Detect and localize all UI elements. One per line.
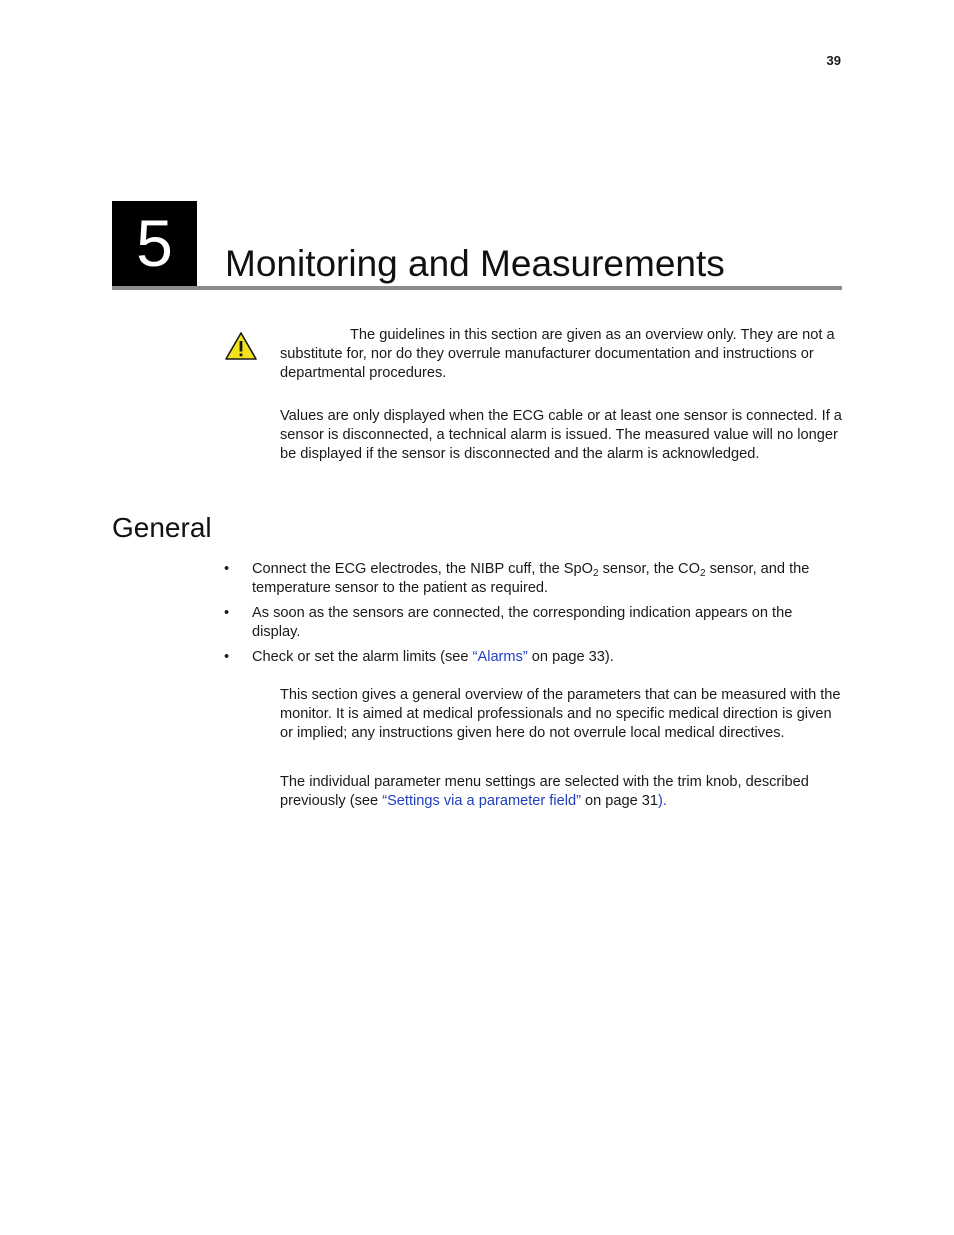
- warning-triangle-icon: [224, 331, 258, 361]
- bullet-dot: •: [224, 561, 230, 577]
- alarms-link[interactable]: “Alarms”: [472, 649, 528, 665]
- note-text: Values are only displayed when the ECG cable or at least one sensor is connected. If a sensor is disconnected, a technical alarm is issued. The measured value will no longer be displayed if the sensor is disconnected and the alarm is acknowledged.: [280, 408, 842, 462]
- bullet-dot: •: [224, 649, 230, 665]
- page-number: 39: [826, 53, 841, 68]
- settings-link[interactable]: “Settings via a parameter field”: [382, 793, 581, 809]
- warning-text: [280, 326, 842, 383]
- list-item: • Check or set the alarm limits (see “Alarms” on page 33).: [224, 649, 614, 665]
- warning-body: The guidelines in this section are given as an overview only. They are not a substitute for, nor do they overrule manufacturer documentation and instructions or departmental procedures.: [280, 327, 835, 381]
- chapter-title: Monitoring and Measurements: [225, 243, 725, 284]
- chapter-number: 5: [112, 201, 197, 286]
- bullet-dot: •: [224, 605, 230, 621]
- section-heading: General: [112, 512, 212, 543]
- bullet-list: [224, 560, 842, 673]
- list-item: • Connect the ECG electrodes, the NIBP cuff, the SpO$_2$ sensor, the $CO_2$ sensor, and the temperature sensor to the patient as required.: [224, 561, 810, 596]
- overview-paragraph: This section gives a general overview of the parameters that can be measured with the monitor. It is aimed at medical professionals and no specific medical direction is given or implied; any instructions given here do not overrule local medical directives.: [280, 687, 841, 741]
- settings-link-end[interactable]: ).: [658, 793, 667, 809]
- settings-paragraph: The individual parameter menu settings are selected with the trim knob, described previously (see “Settings via a parameter field” on page 31).: [280, 774, 809, 809]
- chapter-rule: [112, 286, 842, 290]
- list-item: • As soon as the sensors are connected, the corresponding indication appears on the display.: [224, 605, 793, 640]
